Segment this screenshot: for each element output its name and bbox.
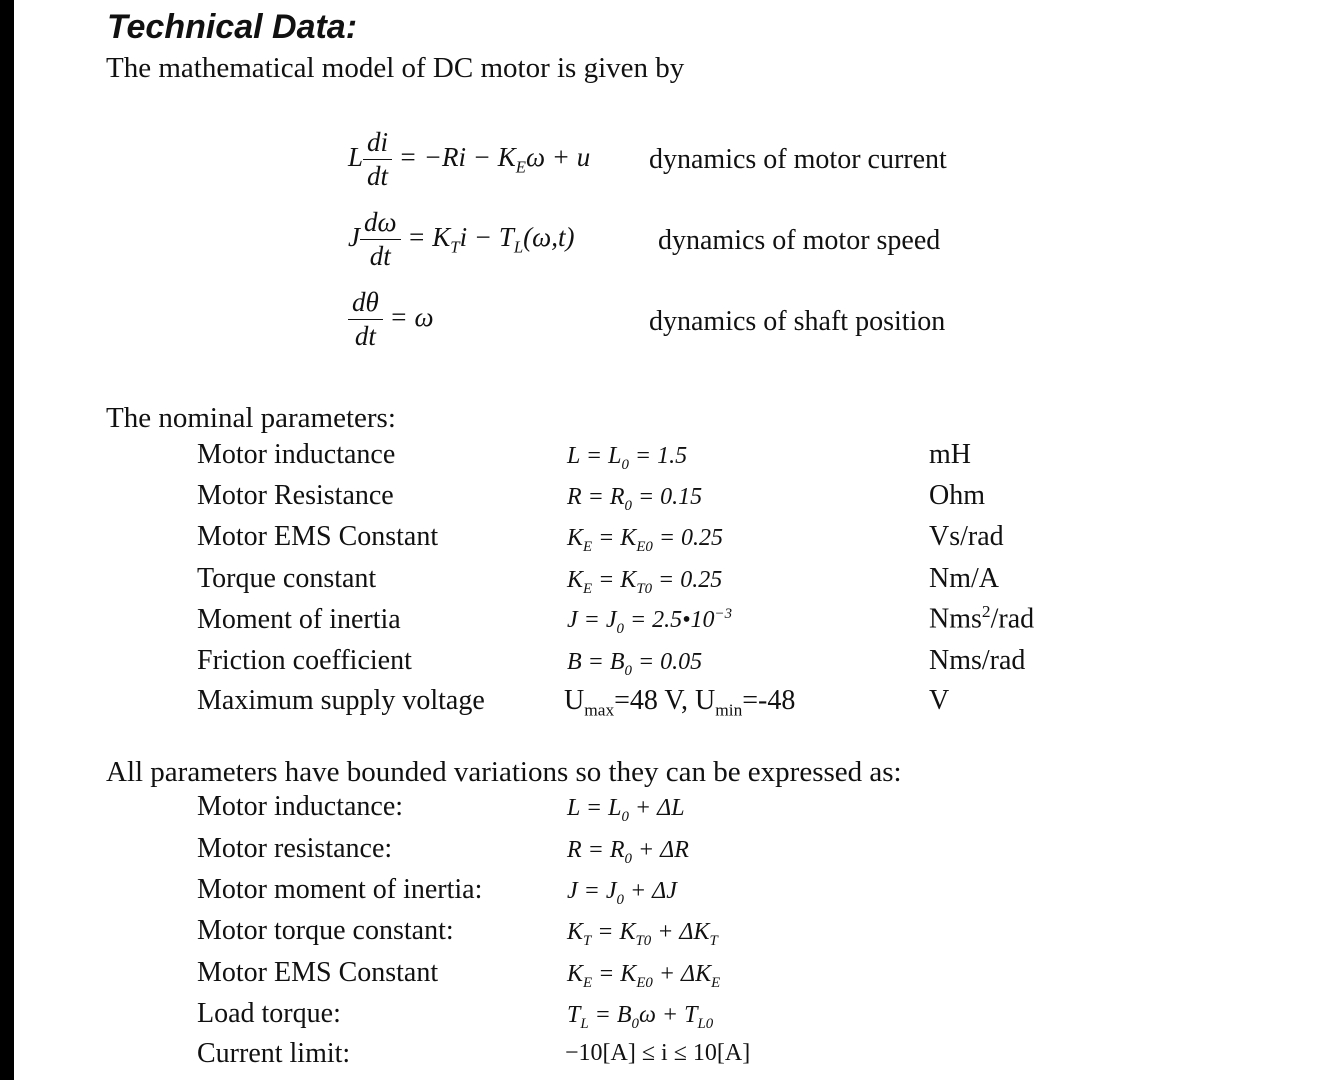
nominal-formula: $K_E = K_{E0} = 0.25$ (567, 525, 724, 555)
variations-title: All parameters have bounded variations so they can be expressed as: (106, 756, 902, 788)
nominal-formula: $L = L_0 = 1.5$ (567, 443, 688, 473)
page-heading: Technical Data: (107, 8, 358, 46)
nominal-formula: $B = B_0 = 0.05$ (567, 649, 703, 679)
variation-formula: $K_E = K_{E0} + \Delta K_E$ (567, 961, 721, 991)
intro-text: The mathematical model of DC motor is given by (106, 52, 685, 84)
variation-label: Current limit: (197, 1038, 351, 1069)
nominal-unit: V (929, 685, 950, 716)
variation-label: Motor EMS Constant (197, 957, 439, 988)
nominal-label: Motor EMS Constant (197, 521, 439, 552)
nominal-formula: $J = J_0$ = $2.5•10^{-3}$ (567, 606, 733, 637)
nominal-unit: Nms/rad (929, 645, 1026, 676)
equation-current: L $\frac{di}{dt}$ = $-Ri - K_E\omega + u$ (348, 127, 591, 191)
voltage-range: $U_{max}=48$ V, $U_{min}=-48$ (564, 685, 796, 720)
nominal-unit: Ohm (929, 480, 985, 511)
nominal-label: Maximum supply voltage (197, 685, 485, 716)
nominal-label: Moment of inertia (197, 604, 401, 635)
variation-formula: $L = L_0 + \Delta L$ (567, 795, 685, 825)
fraction: $\frac{d\omega}{dt}$ (360, 208, 401, 271)
equation-position: $\frac{d\theta}{dt}$ = ω (348, 288, 434, 351)
variation-formula: $T_L = B_0\omega + T_{L0}$ (567, 1002, 714, 1032)
nominal-unit: Nm/A (929, 563, 999, 594)
nominal-label: Torque constant (197, 563, 377, 594)
variation-label: Motor inductance: (197, 791, 404, 822)
nominal-formula: $R = R_0 = 0.15$ (567, 484, 703, 514)
variation-label: Motor resistance: (197, 833, 393, 864)
variation-label: Motor moment of inertia: (197, 874, 483, 905)
nominal-label: Friction coefficient (197, 645, 412, 676)
nominal-title: The nominal parameters: (106, 402, 396, 434)
nominal-unit: Vs/rad (929, 521, 1004, 552)
variation-label: Load torque: (197, 998, 341, 1029)
nominal-unit: mH (929, 439, 971, 470)
variation-formula: $R = R_0 + \Delta R$ (567, 837, 689, 867)
equation-speed: J $\frac{d\omega}{dt}$ = $K_Ti - T_L(\omega,t)$ (348, 207, 575, 271)
nominal-formula: $K_E = K_{T0} = 0.25$ (567, 567, 723, 597)
equation-position-desc: dynamics of shaft position (649, 306, 946, 337)
nominal-label: Motor Resistance (197, 480, 394, 511)
variation-label: Motor torque constant: (197, 915, 454, 946)
left-edge-bar (0, 0, 14, 1080)
equation-speed-desc: dynamics of motor speed (658, 225, 941, 256)
equation-current-desc: dynamics of motor current (649, 144, 947, 175)
nominal-unit: Nms$^2$/rad (929, 602, 1035, 635)
nominal-label: Motor inductance (197, 439, 396, 470)
variation-formula: $J = J_0 + \Delta J$ (567, 878, 677, 908)
fraction: $\frac{d\theta}{dt}$ (348, 288, 383, 351)
variation-formula: $K_T = K_{T0} + \Delta K_T$ (567, 919, 718, 949)
variation-formula: −10[A] ≤ i ≤ 10[A] (565, 1040, 751, 1066)
fraction: $\frac{di}{dt}$ (363, 128, 392, 191)
